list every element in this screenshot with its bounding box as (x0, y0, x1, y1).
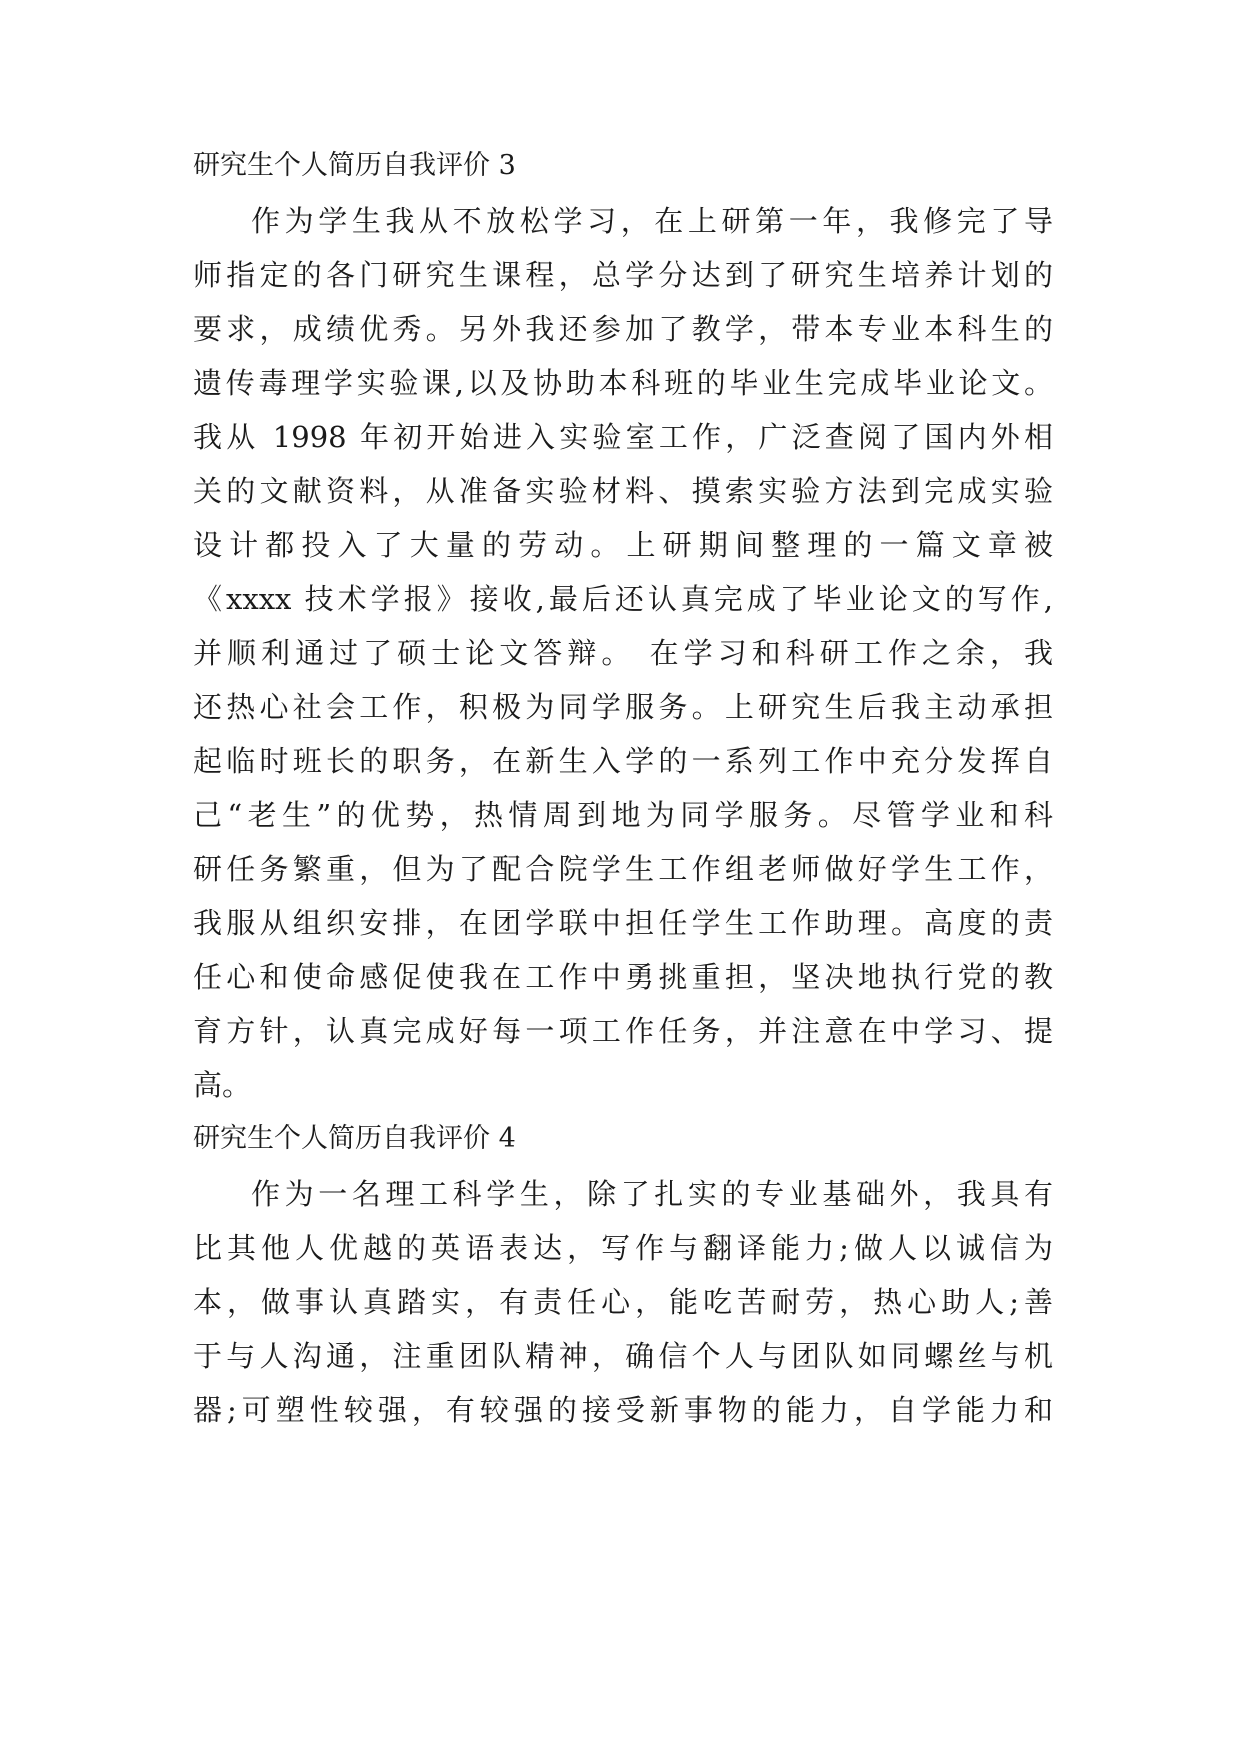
paragraph-line: 关的文献资料，从准备实验材料、摸索实验方法到完成实验 (193, 474, 1053, 508)
paragraph-line: 高。 (193, 1068, 252, 1102)
paragraph-line: 师指定的各门研究生课程，总学分达到了研究生培养计划的 (193, 258, 1053, 292)
paragraph-line: 设计都投入了大量的劳动。上研期间整理的一篇文章被 (193, 528, 1053, 562)
paragraph-line: 并顺利通过了硕士论文答辩。 在学习和科研工作之余，我 (193, 636, 1053, 670)
paragraph-line: 己“老生”的优势，热情周到地为同学服务。尽管学业和科 (193, 798, 1053, 832)
paragraph-line: 研任务繁重，但为了配合院学生工作组老师做好学生工作， (193, 852, 1053, 886)
paragraph-line: 作为学生我从不放松学习，在上研第一年，我修完了导 (251, 204, 1053, 238)
paragraph-line: 要求，成绩优秀。另外我还参加了教学，带本专业本科生的 (193, 312, 1053, 346)
paragraph-line: 任心和使命感促使我在工作中勇挑重担，坚决地执行党的教 (193, 960, 1053, 994)
paragraph-line: 我从 1998 年初开始进入实验室工作，广泛查阅了国内外相 (193, 420, 1053, 454)
paragraph-line: 本，做事认真踏实，有责任心，能吃苦耐劳，热心助人;善 (193, 1285, 1053, 1319)
section-title: 研究生个人简历自我评价 3 (193, 150, 516, 181)
paragraph-line: 还热心社会工作，积极为同学服务。上研究生后我主动承担 (193, 690, 1053, 724)
paragraph-line: 起临时班长的职务，在新生入学的一系列工作中充分发挥自 (193, 744, 1053, 778)
paragraph-line: 器;可塑性较强，有较强的接受新事物的能力，自学能力和 (193, 1393, 1053, 1427)
paragraph-line: 于与人沟通，注重团队精神，确信个人与团队如同螺丝与机 (193, 1339, 1053, 1373)
paragraph-line: 作为一名理工科学生，除了扎实的专业基础外，我具有 (251, 1177, 1053, 1211)
paragraph-line: 遗传毒理学实验课,以及协助本科班的毕业生完成毕业论文。 (193, 366, 1053, 400)
paragraph-line: 《xxxx 技术学报》接收,最后还认真完成了毕业论文的写作, (193, 582, 1053, 616)
paragraph-line: 育方针，认真完成好每一项工作任务，并注意在中学习、提 (193, 1014, 1053, 1048)
paragraph-line: 比其他人优越的英语表达，写作与翻译能力;做人以诚信为 (193, 1231, 1053, 1265)
section-title: 研究生个人简历自我评价 4 (193, 1123, 516, 1154)
paragraph-line: 我服从组织安排，在团学联中担任学生工作助理。高度的责 (193, 906, 1053, 940)
